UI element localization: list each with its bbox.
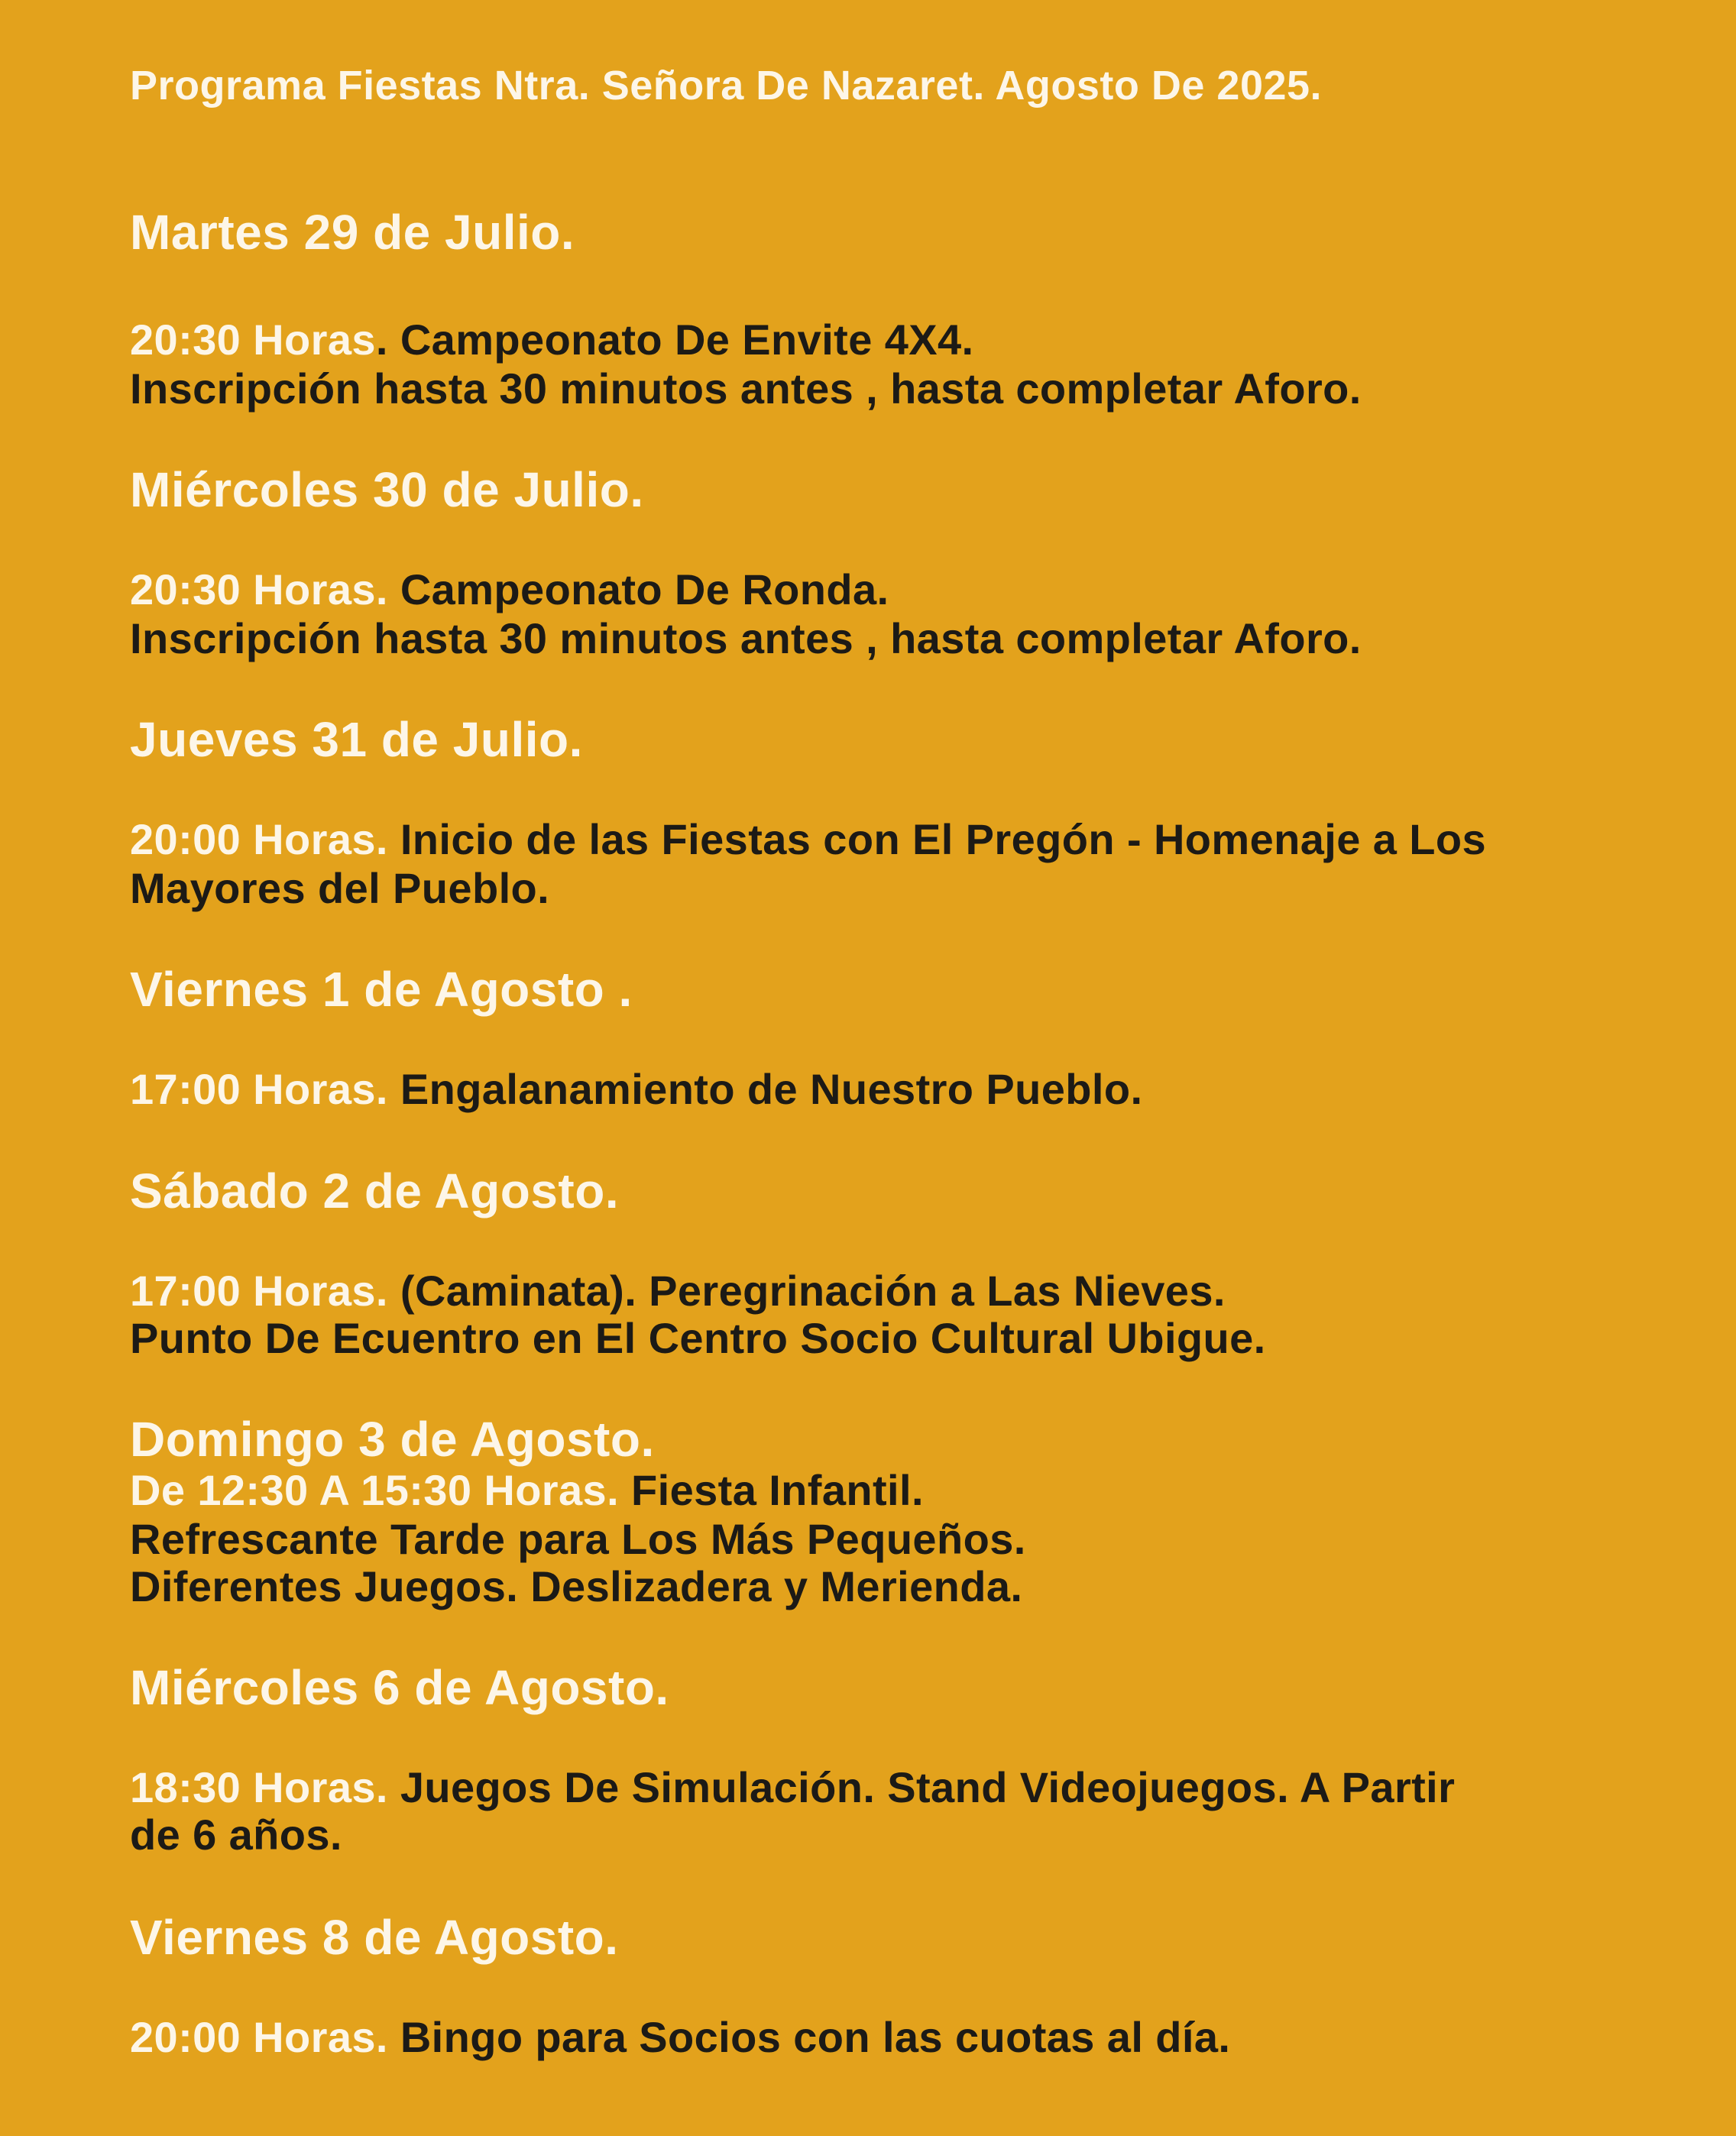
event-line: [130, 2013, 1230, 2062]
event-time: 20:00 Horas.: [130, 2013, 388, 2061]
event-line: [130, 565, 889, 614]
event-detail: Refrescante Tarde para Los Más Pequeños.: [130, 1515, 1026, 1563]
event-description: . Campeonato De Envite 4X4.: [375, 316, 974, 364]
event-description: Campeonato De Ronda.: [387, 565, 889, 613]
event-detail: Diferentes Juegos. Deslizadera y Merienda.: [130, 1562, 1023, 1610]
event-detail: Inscripción hasta 30 minutos antes , hasta completar Aforo.: [130, 364, 1362, 413]
event-time: 17:00 Horas.: [130, 1267, 388, 1315]
event-line: [130, 1763, 1455, 1812]
event-time: 18:30 Horas.: [130, 1763, 388, 1811]
day-heading: Sábado 2 de Agosto.: [130, 1163, 620, 1218]
event-line: [130, 815, 1486, 864]
event-description: Engalanamiento de Nuestro Pueblo.: [387, 1065, 1143, 1113]
event-time: De 12:30 A 15:30 Horas.: [130, 1466, 620, 1514]
event-time: 17:00 Horas.: [130, 1065, 388, 1113]
event-line: [130, 1267, 1226, 1316]
day-heading: Martes 29 de Julio.: [130, 205, 575, 260]
day-heading: Viernes 1 de Agosto .: [130, 962, 633, 1017]
day-heading: Jueves 31 de Julio.: [130, 712, 583, 767]
event-description: Juegos De Simulación. Stand Videojuegos. A Partir: [387, 1763, 1456, 1811]
event-detail: Inscripción hasta 30 minutos antes , hasta completar Aforo.: [130, 614, 1362, 662]
program-title: Programa Fiestas Ntra. Señora De Nazaret. Agosto De 2025.: [130, 63, 1323, 108]
event-detail: de 6 años.: [130, 1811, 342, 1859]
day-heading: Miércoles 30 de Julio.: [130, 462, 644, 517]
event-time: 20:00 Horas.: [130, 815, 388, 863]
event-description: Bingo para Socios con las cuotas al día.: [387, 2013, 1231, 2061]
event-description: Inicio de las Fiestas con El Pregón - Homenaje a Los: [387, 815, 1487, 863]
event-line: [130, 1466, 924, 1515]
day-heading: Domingo 3 de Agosto.: [130, 1412, 655, 1467]
day-heading: Viernes 8 de Agosto.: [130, 1910, 619, 1965]
day-heading: Miércoles 6 de Agosto.: [130, 1660, 669, 1715]
event-time: 20:30 Horas.: [130, 565, 388, 613]
event-detail: Mayores del Pueblo.: [130, 864, 550, 912]
event-detail: Punto De Ecuentro en El Centro Socio Cultural Ubigue.: [130, 1314, 1266, 1362]
event-line: [130, 1065, 1142, 1114]
event-time: 20:30 Horas: [130, 316, 376, 364]
event-line: [130, 316, 974, 364]
event-description: Fiesta Infantil.: [619, 1466, 924, 1514]
event-description: (Caminata). Peregrinación a Las Nieves.: [387, 1267, 1226, 1315]
